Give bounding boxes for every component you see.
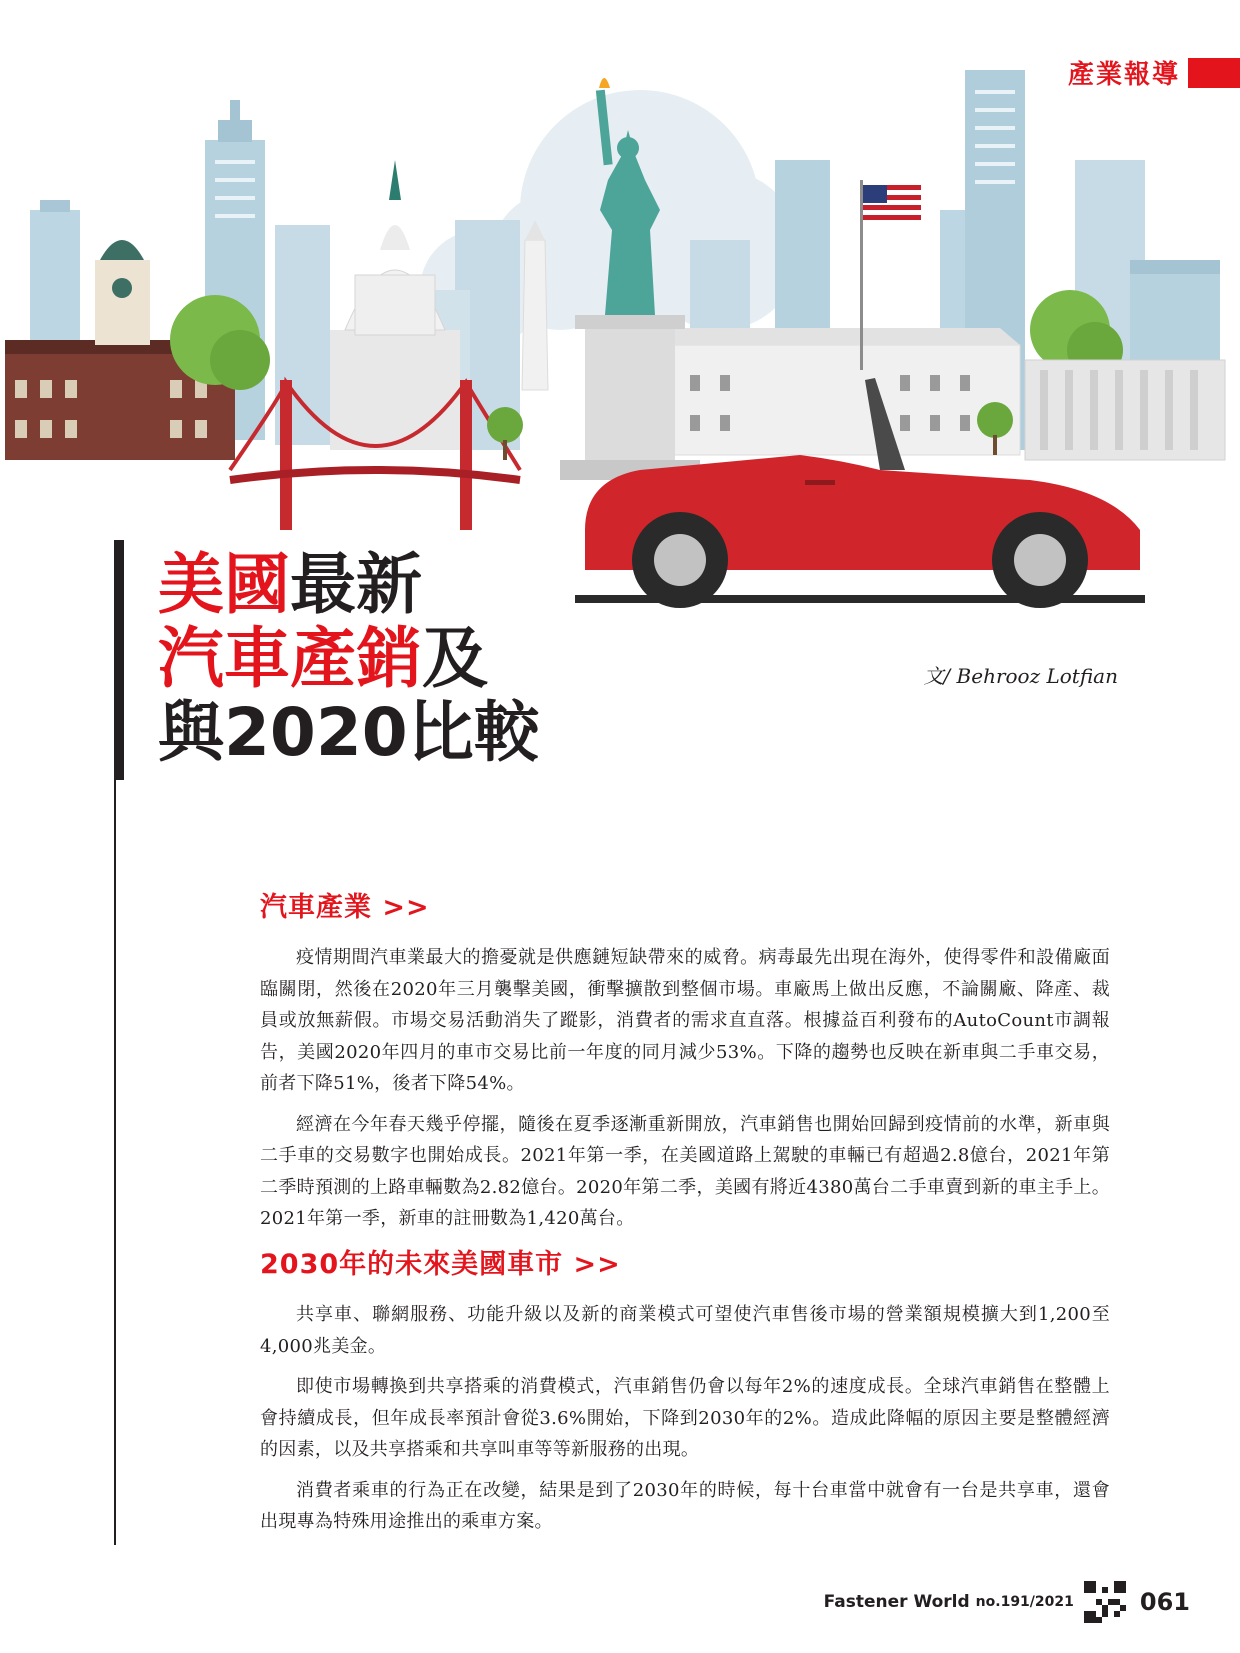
page-number: 061 — [1139, 1588, 1190, 1616]
section-label: 產業報導 — [1067, 60, 1180, 90]
title-red-segment: 美國 — [158, 546, 290, 623]
section-heading: 2030年的未來美國車市 >> — [260, 1249, 621, 1280]
title-line-2 — [158, 622, 540, 696]
skyscraper — [1130, 260, 1220, 274]
page-footer — [824, 1581, 1190, 1623]
tree-icon — [977, 402, 1013, 438]
title-line-3: 與2020比較 — [158, 694, 540, 771]
skyscraper — [40, 200, 70, 212]
magazine-name: Fastener World — [823, 1592, 970, 1612]
capitol-spire — [389, 160, 401, 200]
title-black-segment: 最新 — [290, 546, 422, 623]
byline: 文/ Behrooz Lotfian — [923, 664, 1118, 688]
section-us-market-2030 — [260, 1242, 1110, 1538]
capitol-base — [330, 330, 460, 450]
body-paragraph: 即使市場轉換到共享搭乘的消費模式，汽車銷售仍會以每年2%的速度成長。全球汽車銷售在整體上會持續成長，但年成長率預計會從3.6%開始，下降到2030年的2%。造成此降幅的原因主要是整體經濟的因素，以及共享搭乘和共享叫車等等新服務的出現。 — [260, 1376, 1110, 1460]
flag-canton — [863, 185, 887, 203]
bridge-tower — [460, 380, 472, 530]
torch-flame-icon — [599, 78, 610, 88]
section-automotive-industry — [260, 885, 1110, 1235]
qr-code-icon — [1084, 1581, 1126, 1623]
issue-number: no.191/2021 — [975, 1594, 1074, 1610]
column-rule — [114, 780, 116, 1545]
bridge-deck — [230, 470, 520, 480]
capitol-top — [380, 225, 410, 250]
title-line-1 — [158, 548, 540, 622]
body-paragraph: 經濟在今年春天幾乎停擺，隨後在夏季逐漸重新開放，汽車銷售也開始回歸到疫情前的水準，新車與二手車的交易數字也開始成長。2021年第一季，在美國道路上駕駛的車輛已有超過2.8億台，2021年第二季時預測的上路車輛數為2.82億台。2020年第二季，美國有將近4380萬台二手車賣到新的車主手上。2021年第一季，新車的註冊數為1,420萬台。 — [260, 1113, 1110, 1229]
liberty-head — [617, 137, 639, 159]
white-house — [640, 345, 1020, 455]
car-hubcap — [654, 534, 706, 586]
independence-hall-tower — [95, 260, 150, 345]
capitol-drum — [355, 275, 435, 335]
washington-monument — [522, 240, 548, 390]
title-red-segment: 汽車產銷 — [158, 620, 422, 697]
skyscraper — [218, 120, 252, 142]
clock-icon — [112, 278, 132, 298]
body-paragraph: 共享車、聯網服務、功能升級以及新的商業模式可望使汽車售後市場的營業額規模擴大到1,200至4,000兆美金。 — [260, 1304, 1110, 1357]
car-door-handle — [805, 480, 835, 485]
section-heading: 汽車產業 >> — [260, 892, 430, 923]
title-black-segment: 及 — [422, 620, 488, 697]
road-line — [575, 595, 1145, 603]
liberty-pedestal — [585, 325, 675, 465]
body-paragraph: 疫情期間汽車業最大的擔憂就是供應鏈短缺帶來的威脅。病毒最先出現在海外，使得零件和設備廠面臨關閉，然後在2020年三月襲擊美國，衝擊擴散到整個市場。車廠馬上做出反應，不論關廠、降產、裁員或放無薪假。市場交易活動消失了蹤影，消費者的需求直直落。根據益百利發布的AutoCount市調報告，美國2020年四月的車市交易比前一年度的同月減少53%。下降的趨勢也反映在新車與二手車交易，前者下降51%，後者下降54%。 — [260, 947, 1110, 1094]
tower-dome — [100, 240, 144, 260]
body-paragraph: 消費者乘車的行為正在改變，結果是到了2030年的時候，每十台車當中就會有一台是共享車，還會出現專為特殊用途推出的乘車方案。 — [260, 1479, 1110, 1532]
liberty-pedestal-top — [575, 315, 685, 329]
tree-icon — [487, 407, 523, 443]
tree-icon — [210, 330, 270, 390]
title-accent-bar — [114, 540, 124, 780]
white-house-roof — [640, 328, 1020, 345]
flag-pole — [860, 180, 863, 370]
article-title — [158, 548, 540, 770]
car-hubcap — [1014, 534, 1066, 586]
skyscraper — [230, 100, 240, 122]
bridge-tower — [280, 380, 292, 530]
